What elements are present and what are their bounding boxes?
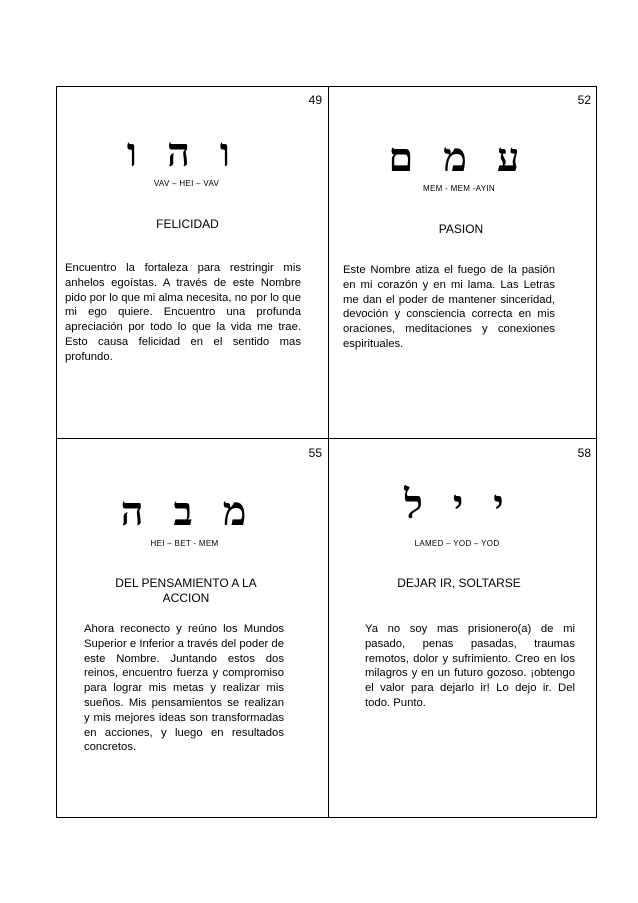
hebrew-letters: י י ל xyxy=(404,481,512,528)
card-title: PASION xyxy=(438,222,484,236)
card-number: 58 xyxy=(577,446,591,460)
card-title: FELICIDAD xyxy=(156,217,219,231)
hebrew-letters: ו ה ו xyxy=(126,129,239,176)
card-body: Ya no soy mas prisionero(a) de mi pasado, penas pasadas, traumas remotos, dolor y sufrimiento. Creo en los milagros y en un futuro gozoso. ¡obtengo el valor para dejarlo ir! Lo dejo ir. Del todo. Punto. xyxy=(365,623,575,709)
transliteration: MEM - MEM -AYIN xyxy=(423,184,495,193)
hebrew-letters: מ ב ה xyxy=(120,488,255,535)
card-number: 55 xyxy=(308,446,322,460)
card-number: 52 xyxy=(577,93,591,107)
card-body: Encuentro la fortaleza para restringir mis anhelos egoístas. A través de este Nombre pido por lo que mi alma necesita, no por lo que mi ego quiere. Encuentro una profunda apreciación por todo lo que la vida me trae. Esto causa felicidad en el sentido mas profundo. xyxy=(65,262,301,363)
card-55 xyxy=(57,439,328,817)
card-title: DEJAR IR, SOLTARSE xyxy=(397,576,521,590)
transliteration: HEI – BET - MEM xyxy=(150,539,219,548)
card-52 xyxy=(329,87,597,438)
card-number: 49 xyxy=(308,93,322,107)
hebrew-letters: ע מ ם xyxy=(388,134,528,181)
transliteration: VAV – HEI – VAV xyxy=(153,179,220,188)
transliteration: LAMED – YOD – YOD xyxy=(414,539,500,548)
name-cards-grid xyxy=(56,86,597,818)
card-58 xyxy=(329,439,597,817)
card-body: Ahora reconecto y reúno los Mundos Superior e Inferior a través del poder de este Nombre. Juntando estos dos reinos, encuentro fuerza y compromiso para lograr mis metas y realizar mis sueños. Mis pensamientos se realizan y mis mejores ideas son transformadas en acciones, y luego en resultados concretos. xyxy=(84,623,284,754)
card-body: Este Nombre atiza el fuego de la pasión en mi corazón y en mi lama. Las Letras me dan el poder de mantener sinceridad, devoción y consciencia correcta en mis oraciones, meditaciones y conexiones espirituales. xyxy=(343,264,555,350)
card-49 xyxy=(57,87,328,438)
card-title: DEL PENSAMIENTO A LA ACCION xyxy=(115,576,257,605)
